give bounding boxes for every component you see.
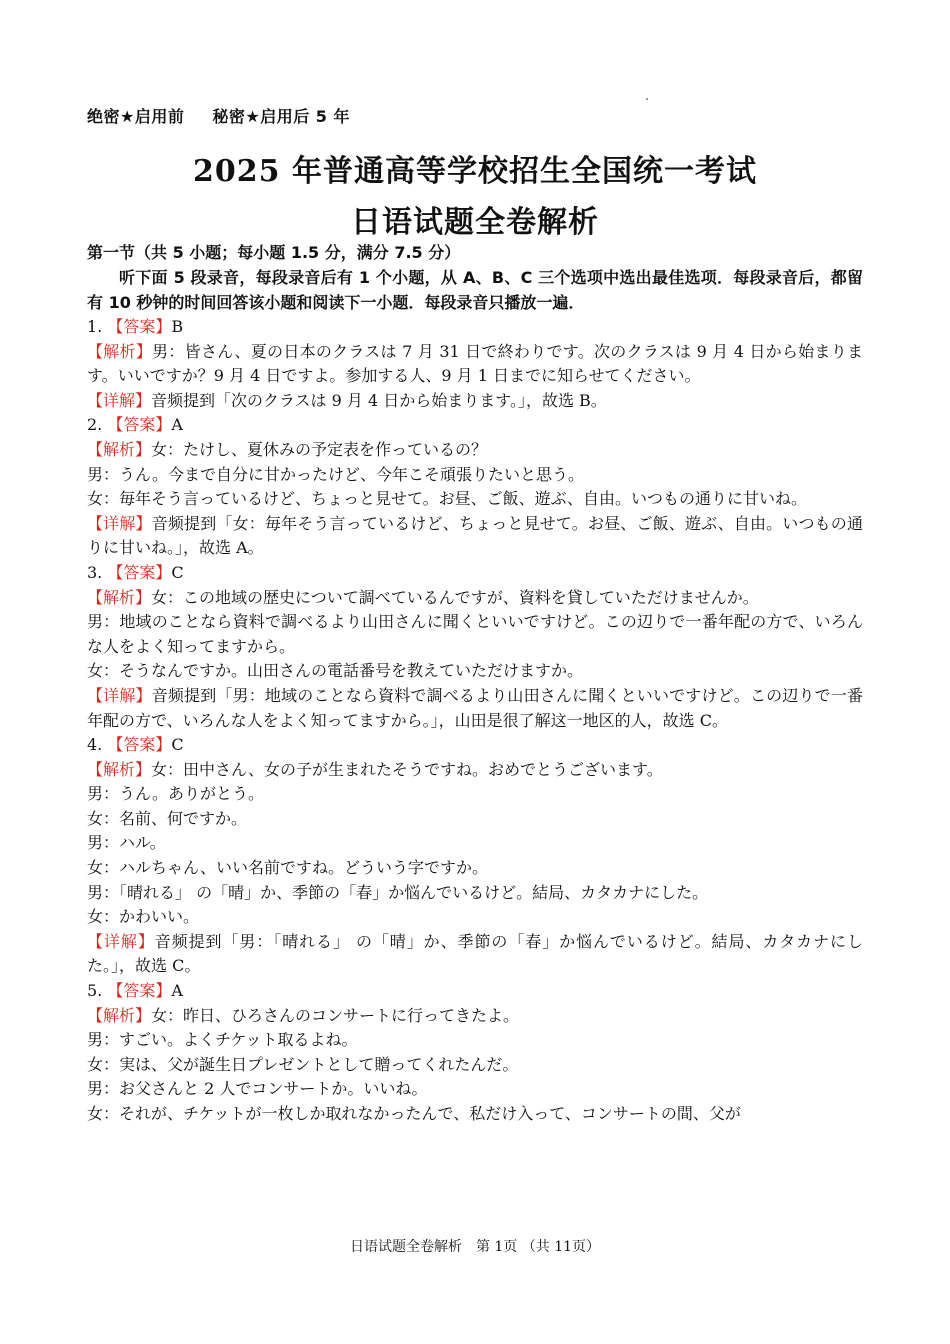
scan-speck	[646, 98, 648, 100]
dialogue-text: 女：昨日、ひろさんのコンサートに行ってきたよ。	[151, 1005, 520, 1025]
answer-value: C	[171, 562, 184, 582]
dialogue-text: 男：お父さんと 2 人でコンサートか。いいね。	[87, 1079, 428, 1099]
detail-tag: 【详解】	[87, 513, 152, 533]
dialogue-line	[87, 782, 863, 807]
dialogue-line	[87, 487, 863, 512]
question-list	[87, 315, 863, 1127]
question-number: 5.	[87, 981, 103, 1001]
dialogue-text: 女：実は、父が誕生日プレゼントとして贈ってくれたんだ。	[87, 1054, 519, 1074]
answer-line	[87, 413, 863, 438]
detail-text: 音频提到「次のクラスは 9 月 4 日から始まります。」，故选 B。	[151, 390, 607, 410]
answer-value: A	[171, 415, 183, 435]
section-instructions: 听下面 5 段录音，每段录音后有 1 个小题，从 A、B、C 三个选项中选出最佳选项．每段录音后，都留有 10 秒钟的时间回答该小题和阅读下一小题．每段录音只播放一遍．	[87, 268, 863, 312]
secret-after-use: 秘密★启用后 5 年	[212, 107, 350, 126]
analysis-tag: 【解析】	[87, 1005, 152, 1025]
answer-tag: 【答案】	[107, 981, 172, 1001]
analysis-tag: 【解析】	[87, 587, 152, 607]
dialogue-line	[87, 1028, 863, 1053]
answer-value: B	[171, 317, 184, 336]
dialogue-line	[87, 659, 863, 684]
question-number: 1.	[87, 317, 103, 336]
dialogue-line	[87, 610, 863, 659]
analysis-line	[87, 438, 863, 463]
dialogue-text: 女：毎年そう言っているけど、ちょっと見せて。お昼、ご飯、遊ぶ、自由。いつもの通りに甘いね。	[87, 489, 808, 509]
detail-line	[87, 930, 863, 979]
dialogue-line	[87, 1053, 863, 1078]
dialogue-text: 男：うん。ありがとう。	[87, 784, 264, 804]
answer-tag: 【答案】	[107, 735, 172, 755]
detail-line	[87, 512, 863, 561]
question-item	[87, 979, 863, 1127]
dialogue-text: 女：かわいい。	[87, 907, 200, 927]
answer-value: C	[171, 735, 184, 755]
dialogue-line	[87, 831, 863, 856]
detail-text: 音频提到「男：地域のことなら資料で調べるより山田さんに聞くといいですけど。この辺りで一番年配の方で、いろんな人をよく知ってますから。」，山田是很了解这一地区的人，故选 C。	[87, 685, 863, 730]
secret-before-use: 绝密★启用前	[87, 107, 185, 126]
confidentiality-notice	[87, 104, 350, 127]
answer-tag: 【答案】	[107, 562, 172, 582]
detail-tag: 【详解】	[87, 390, 152, 410]
answer-value: A	[171, 981, 183, 1001]
answer-line	[87, 561, 863, 586]
dialogue-text: 男：皆さん、夏の日本のクラスは 7 月 31 日で終わりです。次のクラスは 9 月 4 日から始まります。いいですか？9 月 4 日ですよ。参加する人、9 月 1 日までに知らせてください。	[87, 341, 863, 386]
dialogue-line	[87, 1077, 863, 1102]
answer-line	[87, 733, 863, 758]
page-footer: 日语试题全卷解析 第 1页 （共 11页）	[349, 1239, 601, 1255]
dialogue-text: 女：この地域の歴史について調べているんですが、資料を貸していただけませんか。	[151, 587, 759, 607]
analysis-line	[87, 340, 863, 389]
document-title: 日语试题全卷解析	[351, 205, 599, 240]
dialogue-text: 女：名前、何ですか。	[87, 808, 248, 828]
detail-text: 音频提到「男：「晴れる」 の「晴」か、季節の「春」か悩んでいるけど。結局、カタカナにした。」，故选 C。	[87, 931, 863, 976]
answer-line	[87, 315, 863, 340]
question-number: 4.	[87, 735, 103, 755]
detail-line	[87, 684, 863, 733]
dialogue-text: 男：すごい。よくチケット取るよね。	[87, 1030, 358, 1050]
question-number: 3.	[87, 562, 103, 582]
question-number: 2.	[87, 415, 103, 435]
analysis-tag: 【解析】	[87, 341, 153, 361]
detail-text: 音频提到「女：毎年そう言っているけど、ちょっと見せて。お昼、ご飯、遊ぶ、自由。いつもの通りに甘いね。」，故选 A。	[87, 513, 863, 558]
section-heading: 第一节（共 5 小题；每小题 1.5 分，满分 7.5 分）	[87, 243, 461, 262]
dialogue-text: 女：そうなんですか。山田さんの電話番号を教えていただけますか。	[87, 661, 584, 681]
exam-title: 2025 年普通高等学校招生全国统一考试	[193, 154, 757, 189]
dialogue-line	[87, 463, 863, 488]
dialogue-text: 男：うん。今まで自分に甘かったけど、今年こそ頑張りたいと思う。	[87, 464, 584, 484]
dialogue-line	[87, 1102, 863, 1127]
question-item	[87, 315, 863, 413]
detail-tag: 【详解】	[87, 685, 152, 705]
question-item	[87, 733, 863, 979]
document-body	[87, 240, 863, 1127]
dialogue-line	[87, 881, 863, 906]
detail-tag: 【详解】	[87, 931, 155, 951]
dialogue-text: 女：田中さん、女の子が生まれたそうですね。おめでとうございます。	[151, 759, 663, 779]
dialogue-text: 女：たけし、夏休みの予定表を作っているの？	[151, 439, 488, 459]
analysis-line	[87, 1004, 863, 1029]
dialogue-line	[87, 807, 863, 832]
dialogue-text: 男：ハル。	[87, 833, 166, 853]
dialogue-text: 男：地域のことなら資料で調べるより山田さんに聞くといいですけど。この辺りで一番年配の方で、いろんな人をよく知ってますから。	[87, 612, 863, 656]
detail-line	[87, 389, 863, 414]
question-item	[87, 413, 863, 561]
dialogue-text: 男：「晴れる」 の「晴」か、季節の「春」か悩んでいるけど。結局、カタカナにした。	[87, 882, 709, 902]
dialogue-text: 女：それが、チケットが一枚しか取れなかったんで、私だけ入って、コンサートの間、父が	[87, 1104, 741, 1123]
answer-line	[87, 979, 863, 1004]
analysis-tag: 【解析】	[87, 759, 152, 779]
dialogue-line	[87, 856, 863, 881]
analysis-tag: 【解析】	[87, 439, 152, 459]
answer-tag: 【答案】	[107, 317, 172, 336]
dialogue-text: 女：ハルちゃん、いい名前ですね。どういう字ですか。	[87, 858, 488, 878]
answer-tag: 【答案】	[107, 415, 172, 435]
analysis-line	[87, 586, 863, 611]
dialogue-line	[87, 905, 863, 930]
analysis-line	[87, 758, 863, 783]
question-item	[87, 561, 863, 733]
